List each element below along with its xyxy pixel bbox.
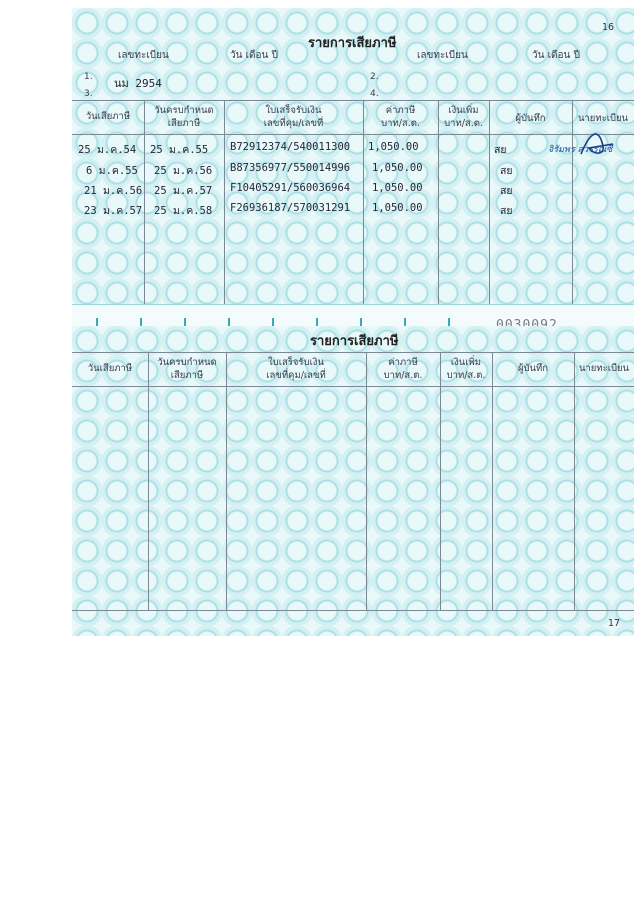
perforation-mark bbox=[140, 318, 142, 326]
table-top-border bbox=[72, 100, 634, 101]
row-2-paid: 6 ม.ค.55 bbox=[86, 165, 138, 177]
perforation-mark bbox=[316, 318, 318, 326]
column-divider bbox=[438, 100, 439, 304]
row-2-tax: 1,050.00 bbox=[372, 162, 423, 174]
license-plate: นม 2954 bbox=[114, 77, 162, 90]
entry-number-1: 1. bbox=[84, 72, 93, 82]
entry-number-2: 2. bbox=[370, 72, 379, 82]
column-divider bbox=[572, 100, 573, 304]
table-top-border bbox=[72, 352, 634, 353]
entry-number-3: 3. bbox=[84, 89, 93, 99]
table-header-border bbox=[72, 386, 634, 387]
perforation-mark bbox=[228, 318, 230, 326]
date-label: วัน เดือน ปี bbox=[230, 50, 278, 61]
column-header-due-date: วันครบกำหนด เสียภาษี bbox=[154, 105, 214, 129]
table-bottom-border bbox=[72, 610, 634, 611]
column-header-receipt: ใบเสร็จรับเงิน เลขที่คุม/เลขที่ bbox=[266, 357, 326, 381]
row-4-paid: 23 ม.ค.57 bbox=[84, 205, 143, 217]
perforation-mark bbox=[448, 318, 450, 326]
row-3-receipt: F10405291/560036964 bbox=[230, 182, 351, 194]
column-header-registrar: นายทะเบียน bbox=[577, 113, 629, 124]
column-divider bbox=[363, 100, 364, 304]
column-header-tax: ค่าภาษี บาท/ส.ต. bbox=[381, 105, 420, 129]
page-number: 17 bbox=[608, 618, 621, 629]
row-4-receipt: F26936187/570031291 bbox=[230, 202, 351, 214]
row-3-recorder: สย bbox=[500, 185, 513, 197]
row-1-recorder: สย bbox=[494, 144, 507, 156]
registration-label: เลขทะเบียน bbox=[118, 50, 169, 61]
column-header-surcharge: เงินเพิ่ม บาท/ส.ต. bbox=[446, 357, 486, 381]
column-divider bbox=[144, 100, 145, 304]
row-2-due: 25 ม.ค.56 bbox=[154, 165, 213, 177]
row-2-recorder: สย bbox=[500, 165, 513, 177]
column-divider bbox=[226, 352, 227, 610]
tax-record-page-17 bbox=[72, 326, 634, 636]
tax-record-page-16 bbox=[72, 8, 634, 304]
perforation-mark bbox=[272, 318, 274, 326]
column-header-paid-date: วันเสียภาษี bbox=[87, 363, 133, 374]
signature-stroke-icon bbox=[577, 126, 617, 160]
column-divider bbox=[489, 100, 490, 304]
column-header-registrar: นายทะเบียน bbox=[578, 363, 630, 374]
page-number: 16 bbox=[602, 22, 615, 33]
row-2-receipt: B87356977/550014996 bbox=[230, 162, 351, 174]
row-4-recorder: สย bbox=[500, 205, 513, 217]
row-1-tax: 1,050.00 bbox=[368, 141, 419, 153]
column-header-recorder: ผู้บันทึก bbox=[515, 113, 546, 124]
perforation-mark bbox=[404, 318, 406, 326]
row-4-due: 25 ม.ค.58 bbox=[154, 205, 213, 217]
row-3-due: 25 ม.ค.57 bbox=[154, 185, 213, 197]
column-header-surcharge: เงินเพิ่ม บาท/ส.ต. bbox=[444, 105, 483, 129]
row-4-tax: 1,050.00 bbox=[372, 202, 423, 214]
registration-label: เลขทะเบียน bbox=[417, 50, 468, 61]
column-header-due-date: วันครบกำหนด เสียภาษี bbox=[157, 357, 217, 381]
row-1-receipt: B72912374/540011300 bbox=[230, 141, 351, 153]
column-divider bbox=[224, 100, 225, 304]
column-divider bbox=[366, 352, 367, 610]
column-header-paid-date: วันเสียภาษี bbox=[85, 111, 131, 122]
column-header-recorder: ผู้บันทึก bbox=[517, 363, 549, 374]
column-divider bbox=[440, 352, 441, 610]
entry-number-4: 4. bbox=[370, 89, 379, 99]
column-header-tax: ค่าภาษี บาท/ส.ต. bbox=[383, 357, 423, 381]
perforation-mark bbox=[184, 318, 186, 326]
column-divider bbox=[574, 352, 575, 610]
row-3-paid: 21 ม.ค.56 bbox=[84, 185, 143, 197]
table-header-border bbox=[72, 134, 634, 135]
registrar-signature: จิรัมพร สุวรรณซี bbox=[548, 145, 613, 155]
perforation-mark bbox=[96, 318, 98, 326]
page-title: รายการเสียภาษี bbox=[310, 334, 399, 349]
date-label: วัน เดือน ปี bbox=[532, 50, 580, 61]
row-1-due: 25 ม.ค.55 bbox=[150, 144, 209, 156]
perforation-mark bbox=[360, 318, 362, 326]
row-1-paid: 25 ม.ค.54 bbox=[78, 144, 137, 156]
page-title: รายการเสียภาษี bbox=[308, 36, 397, 51]
column-divider bbox=[492, 352, 493, 610]
column-divider bbox=[148, 352, 149, 610]
column-header-receipt: ใบเสร็จรับเงิน เลขที่คุม/เลขที่ bbox=[263, 105, 324, 129]
row-3-tax: 1,050.00 bbox=[372, 182, 423, 194]
